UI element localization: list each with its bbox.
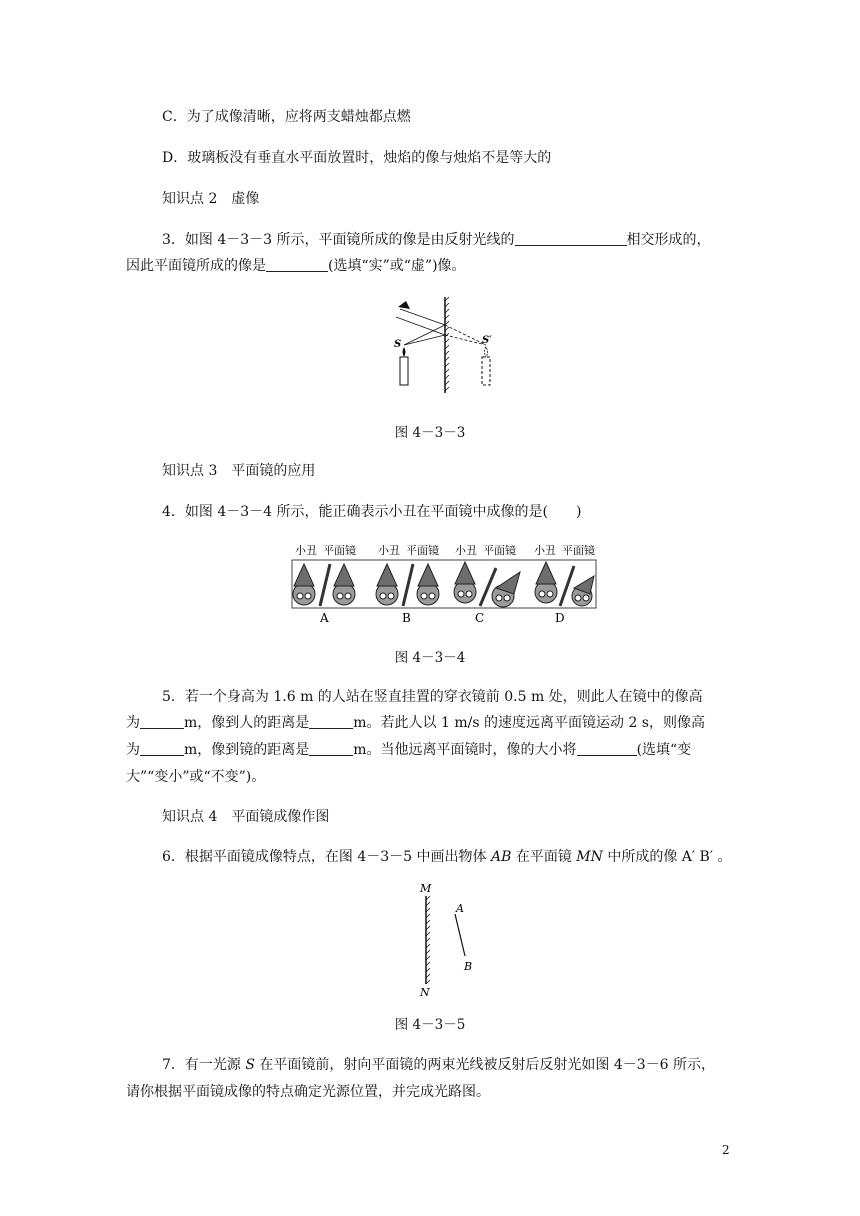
incident-ray-2 (404, 335, 445, 345)
question-3-line-1 (162, 230, 711, 250)
question-7-line-2: 请你根据平面镜成像的特点确定光源位置，并完成光路图。 (126, 1084, 490, 1100)
label-s-prime: S′ (482, 335, 492, 346)
figure-4-3-5 (410, 880, 490, 1000)
question-5-line-4: 大”“变小”或“不变”)。 (126, 769, 266, 785)
q5-blank-3[interactable] (140, 741, 184, 756)
virtual-ray-2 (445, 335, 486, 345)
image-flame (485, 347, 488, 357)
q3-text-4: (选填“实”或“虚”)像。 (328, 258, 466, 274)
q5-blank-2[interactable] (309, 714, 353, 729)
figure-4-3-3 (390, 295, 500, 395)
figure-4-3-4 (290, 542, 600, 626)
label-mirror-c: 平面镜 (483, 544, 516, 557)
q6-mn: MN (576, 849, 603, 865)
label-clown-a: 小丑 (295, 544, 317, 557)
caption-4-3-3: 图 4－3－3 (394, 425, 466, 441)
question-4: 4．如图 4－3－4 所示，能正确表示小丑在平面镜中成像的是( ) (162, 504, 582, 520)
reflected-ray-2 (396, 317, 445, 335)
eye-icon (398, 301, 410, 309)
q3-text-3: 因此平面镜所成的像是 (126, 258, 266, 274)
q5-text-3: m。若此人以 1 m/s 的速度远离平面镜运动 2 s，则像高 (353, 715, 705, 731)
label-clown-b: 小丑 (378, 544, 400, 557)
option-letter-c: C (475, 611, 485, 625)
option-d: D．玻璃板没有垂直水平面放置时，烛焰的像与烛焰不是等大的 (162, 150, 552, 166)
q7-s: S (245, 1057, 255, 1073)
q5-text-6: m。当他远离平面镜时，像的大小将 (353, 742, 577, 758)
q6-text-2: 在平面镜 (511, 849, 577, 865)
option-letter-a: A (320, 611, 329, 625)
q5-text-7: (选填“变 (636, 742, 692, 758)
label-clown-d: 小丑 (534, 544, 556, 557)
label-m: M (420, 882, 432, 895)
q5-text-5: m，像到镜的距离是 (184, 742, 310, 758)
page-number: 2 (722, 1143, 730, 1157)
label-n: N (420, 986, 430, 999)
clown-pair-d (535, 562, 594, 606)
q3-text-1: 3．如图 4－3－3 所示，平面镜所成的像是由反射光线的 (162, 232, 515, 248)
object-ab (455, 914, 465, 956)
caption-4-3-5: 图 4－3－5 (394, 1017, 466, 1033)
candle-flame (403, 347, 406, 357)
question-5-line-2 (126, 713, 705, 733)
question-6 (162, 847, 731, 867)
question-5-line-3 (126, 740, 691, 760)
q5-text-4: 为 (126, 742, 140, 758)
q5-blank-4[interactable] (309, 741, 353, 756)
q5-text-1: 为 (126, 715, 140, 731)
section-heading-3: 知识点 3 平面镜的应用 (162, 463, 316, 479)
caption-4-3-4: 图 4－3－4 (394, 650, 466, 666)
q6-ab: AB (490, 849, 512, 865)
option-letter-b: B (402, 611, 411, 625)
q6-text-1: 6．根据平面镜成像特点，在图 4－3－5 中画出物体 (162, 849, 491, 865)
clown-pair-b (376, 564, 439, 606)
section-heading-2: 知识点 2 虚像 (162, 191, 260, 207)
q3-blank-2[interactable] (266, 257, 328, 272)
option-letter-d: D (555, 611, 565, 625)
q7-text-2: 在平面镜前，射向平面镜的两束光线被反射后反射光如图 4－3－6 所示， (254, 1057, 716, 1073)
image-candle (482, 357, 490, 385)
clown-pair-a (293, 564, 355, 606)
question-5-line-1: 5．若一个身高为 1.6 m 的人站在竖直挂置的穿衣镜前 0.5 m 处，则此人在镜中的像高 (162, 689, 703, 705)
clown-pair-c (454, 562, 520, 607)
q6-text-3: 中所成的像 A′ B′ 。 (602, 849, 732, 865)
label-clown-c: 小丑 (455, 544, 477, 557)
label-mirror-d: 平面镜 (562, 544, 595, 557)
candle (400, 357, 408, 385)
q5-blank-5[interactable] (577, 741, 637, 756)
question-3-line-2 (126, 256, 466, 276)
question-7-line-1 (162, 1055, 715, 1075)
incident-ray-1 (404, 325, 445, 345)
q5-blank-1[interactable] (140, 714, 184, 729)
label-s: S (394, 339, 402, 350)
q3-blank-1[interactable] (515, 231, 627, 246)
label-a: A (456, 902, 464, 915)
q3-text-2: 相交形成的， (626, 232, 711, 248)
virtual-ray-1 (445, 325, 486, 345)
label-mirror-b: 平面镜 (406, 544, 439, 557)
label-b: B (464, 960, 473, 973)
reflected-ray-1 (400, 309, 445, 325)
label-mirror-a: 平面镜 (323, 544, 356, 557)
q5-text-2: m，像到人的距离是 (184, 715, 310, 731)
section-heading-4: 知识点 4 平面镜成像作图 (162, 809, 330, 825)
option-c: C．为了成像清晰，应将两支蜡烛都点燃 (162, 109, 411, 125)
q7-text-1: 7．有一光源 (162, 1057, 246, 1073)
